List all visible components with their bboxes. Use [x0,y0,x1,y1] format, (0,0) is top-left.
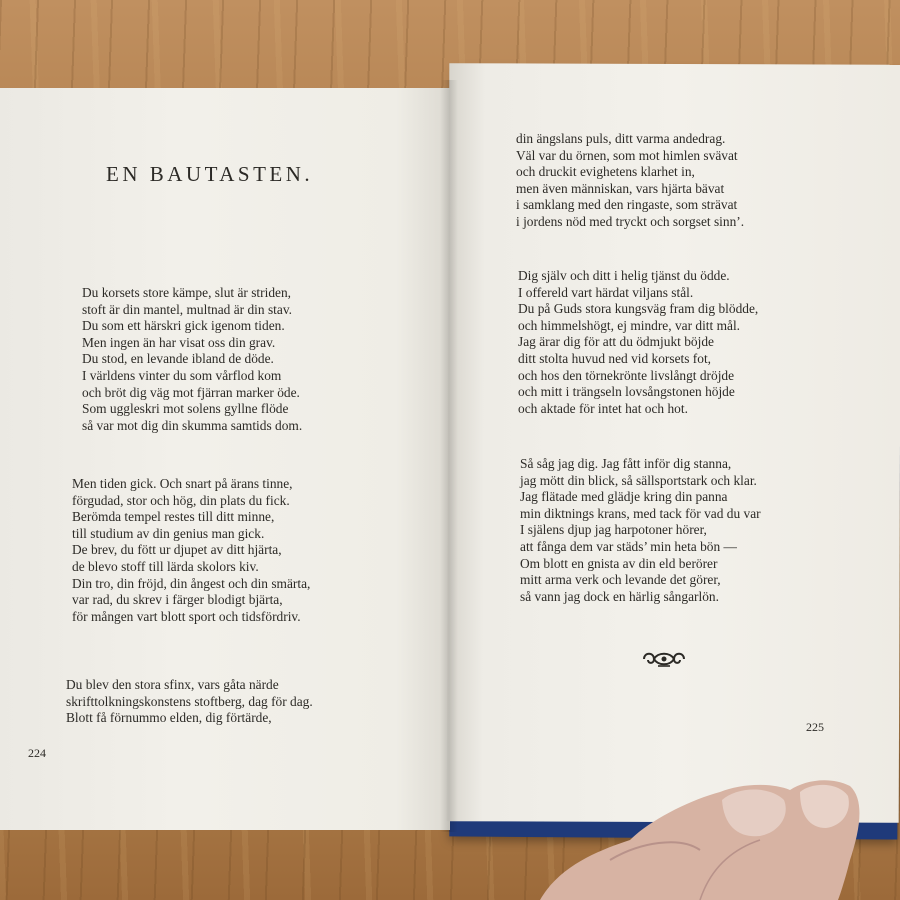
verse-line: Blott få förnummo elden, dig förtärde, [66,710,272,726]
verse-line: de blevo stoff till lärda skolors kiv. [72,558,259,574]
verse-line: Du på Guds stora kungsväg fram dig blödde, [518,301,759,317]
verse-line: I offereld vart härdat viljans stål. [518,284,694,300]
verse-line: var rad, du skrev i färger blodigt bjärta, [72,592,283,608]
verse-line: din ängslans puls, ditt varma andedrag. [516,131,726,146]
page-number-left: 224 [28,746,46,760]
verse-line: i jordens nöd med tryckt och sorgset sinn’. [516,213,745,229]
verse-line: Jag ärar dig för att du ödmjukt böjde [518,334,714,350]
verse-line: Berömda tempel restes till ditt minne, [72,509,275,525]
verse-line: Du stod, en levande ibland de döde. [82,351,274,367]
verse-line: så var mot dig din skumma samtids dom. [82,417,303,433]
verse-line: mitt arma verk och levande det görer, [520,572,721,588]
page-number-right: 225 [806,720,824,734]
verse-line: och bröt dig väg mot fjärran marker öde. [82,384,300,400]
right-stanza-3 [520,456,761,605]
verse-line: jag mött din blick, så sällsportstark och klar. [520,472,757,488]
verse-line: men även människan, vars hjärta bävat [516,180,725,196]
verse-line: I själens djup jag harpotoner hörer, [520,522,707,538]
verse-line: De brev, du fött ur djupet av ditt hjärta, [72,542,282,558]
left-stanza-1 [82,285,302,434]
right-stanza-1 [516,131,744,231]
verse-line: Din tro, din fröjd, din ångest och din smärta, [72,575,311,591]
verse-line: och hos den törnekrönte livslångt dröjde [518,367,735,383]
poem-title: EN BAUTASTEN. [106,162,314,187]
verse-line: att fånga dem var städs’ min heta bön — [520,538,737,554]
verse-line: Dig själv och ditt i helig tjänst du ödde. [518,268,730,283]
verse-line: Du blev den stora sfinx, vars gåta närde [66,677,279,692]
verse-line: Du som ett härskri gick igenom tiden. [82,318,285,334]
verse-line: Väl var du örnen, som mot himlen svävat [516,147,738,163]
verse-line: och himmelshögt, ej mindre, var ditt mål. [518,317,741,333]
verse-line: skrifttolkningskonstens stoftberg, dag för dag. [66,693,313,709]
verse-line: stoft är din mantel, multnad är din stav. [82,301,292,317]
verse-line: Så såg jag dig. Jag fått inför dig stanna, [520,456,732,471]
verse-line: Som uggleskri mot solens gyllne flöde [82,401,289,417]
floral-ornament-icon [640,648,688,670]
verse-line: i samklang med den ringaste, som strävat [516,197,738,213]
verse-line: och mitt i trängseln lovsångstonen höjde [518,384,735,400]
verse-line: min diktnings krans, med tack för vad du var [520,505,761,521]
verse-line: Men tiden gick. Och snart på ärans tinne, [72,476,293,491]
verse-line: och druckit evighetens klarhet in, [516,164,695,180]
verse-line: Om blott en gnista av din eld berörer [520,555,718,571]
verse-line: ditt stolta huvud ned vid korsets fot, [518,350,712,366]
verse-line: Men ingen än har visat oss din grav. [82,334,276,350]
left-stanza-2 [72,476,310,625]
verse-line: och aktade för intet hat och hot. [518,400,688,416]
verse-line: Jag flätade med glädje kring din panna [520,489,728,505]
right-stanza-2 [518,268,758,417]
verse-line: till studium av din genius man gick. [72,525,265,541]
verse-line: för mången vart blott sport och tidsfördriv. [72,608,301,624]
verse-line: förgudad, stor och hög, din plats du fick. [72,492,290,508]
verse-line: I världens vinter du som vårflod kom [82,367,282,383]
verse-line: Du korsets store kämpe, slut är striden, [82,285,291,300]
verse-line: så vann jag dock en härlig sångarlön. [520,588,719,604]
left-stanza-3 [66,677,313,727]
